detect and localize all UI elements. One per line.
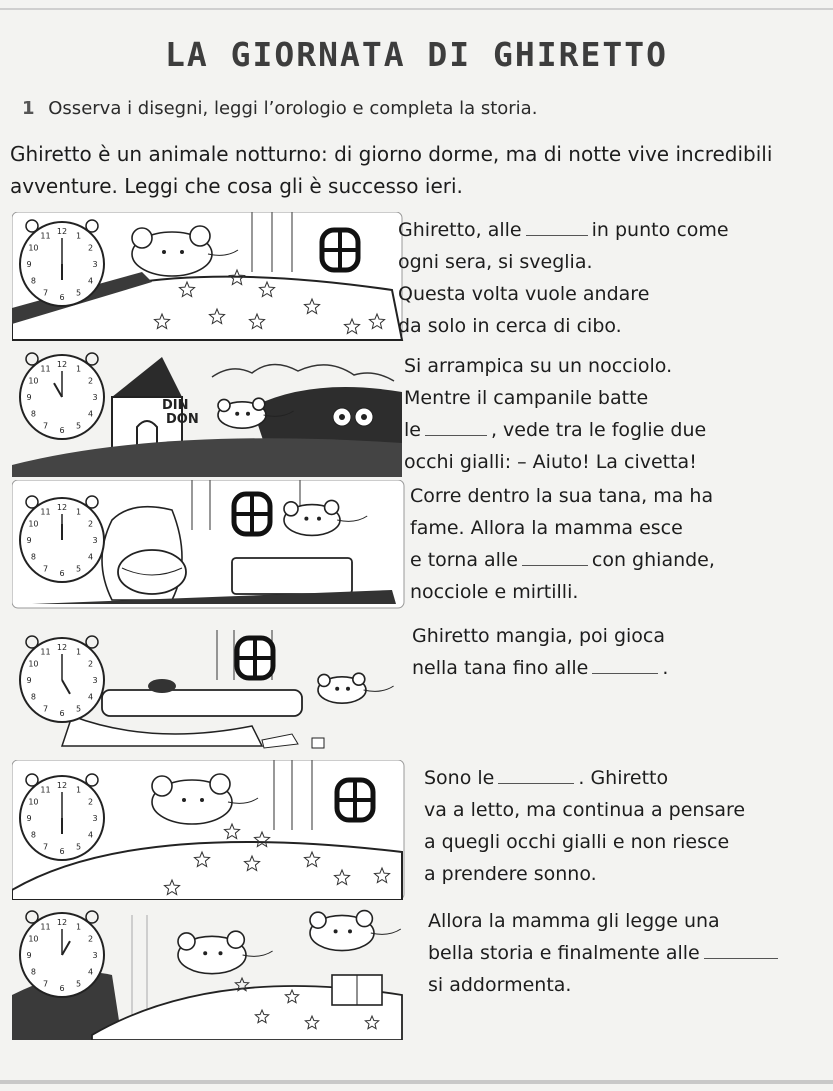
story-line: Allora la mamma gli legge una: [428, 910, 720, 932]
clock-numeral: 10: [28, 376, 39, 386]
clock-numeral: 2: [88, 519, 94, 529]
dormouse-ear: [325, 500, 339, 514]
clock-numeral: 12: [56, 227, 68, 236]
clock-numeral: 4: [88, 692, 94, 702]
tree-branch: [12, 438, 402, 477]
panel-drawing: [12, 620, 412, 755]
dormouse-figure: [178, 931, 273, 974]
clock-numeral: 11: [40, 647, 51, 657]
clock-numeral: 8: [30, 552, 36, 562]
clock-numeral: 10: [28, 659, 39, 669]
story-line: a prendere sonno.: [424, 863, 597, 885]
clock-numeral: 2: [88, 243, 94, 253]
dormouse-eye: [246, 412, 250, 416]
story-text-before-blank: Sono le: [424, 767, 495, 789]
cloud-outline: [212, 364, 394, 381]
dormouse-eye: [200, 798, 204, 802]
clock-numeral: 12: [56, 643, 68, 652]
table: [102, 690, 302, 716]
dormouse-ear: [353, 673, 365, 685]
page-title: LA GIORNATA DI GHIRETTO: [165, 35, 668, 74]
clock-numeral: 3: [92, 814, 98, 823]
clock-numeral: 10: [28, 934, 39, 944]
clock-numeral: 1: [75, 231, 82, 241]
dormouse-eye: [317, 517, 321, 521]
illustration-hazel-tree: [12, 347, 412, 477]
clock-numeral: 8: [30, 276, 36, 286]
story-block-3: [410, 480, 715, 608]
story-line: ogni sera, si sveglia.: [398, 251, 593, 273]
bottom-border-line: [0, 1080, 833, 1084]
story-line: Corre dentro la sua tana, ma ha: [410, 485, 714, 507]
exercise-number: 1: [22, 98, 35, 119]
clock-numeral: 7: [42, 979, 49, 989]
story-line: va a letto, ma continua a pensare: [424, 799, 746, 821]
dormouse-eye: [182, 798, 186, 802]
clock-numeral: 12: [56, 918, 68, 927]
clock-numeral: 11: [40, 785, 51, 795]
clock-icon: [20, 911, 104, 997]
clock-numeral: 8: [30, 409, 36, 419]
dormouse-ear: [318, 674, 330, 686]
dormouse-ear: [178, 933, 195, 950]
clock-numeral: 6: [59, 847, 65, 856]
answer-blank[interactable]: [425, 415, 487, 436]
clock-icon: [20, 774, 104, 860]
clock-numeral: 10: [28, 243, 39, 253]
clock-numeral: 2: [88, 797, 94, 807]
story-line: [424, 762, 745, 794]
top-border-line: [0, 8, 833, 10]
story-text-after-blank: , vede tra le foglie due: [490, 419, 707, 441]
clock-numeral: 2: [88, 934, 94, 944]
clock-numeral: 6: [59, 426, 65, 435]
answer-blank[interactable]: [498, 763, 574, 784]
dormouse-whisker: [371, 929, 401, 934]
dormouse-whisker: [364, 686, 394, 691]
dormouse-eye: [235, 412, 239, 416]
food-basket: [118, 550, 186, 594]
dormouse-eye: [304, 517, 308, 521]
clock-numeral: 5: [75, 421, 82, 431]
story-line: da solo in cerca di cibo.: [398, 315, 622, 337]
dormouse-eye: [180, 250, 184, 254]
clock-numeral: 4: [88, 830, 94, 840]
clock-numeral: 3: [92, 676, 98, 685]
instruction-text: Osserva i disegni, leggi l’orologio e completa la storia.: [48, 98, 538, 119]
clock-numeral: 2: [88, 376, 94, 386]
illustration-playing: [12, 620, 412, 755]
story-text-after-blank: . Ghiretto: [578, 767, 669, 789]
owl-pupil: [361, 414, 367, 420]
dormouse-ear: [190, 226, 210, 246]
story-line: [428, 937, 782, 969]
dormouse-ear: [284, 502, 298, 516]
owl-pupil: [339, 414, 345, 420]
table: [232, 558, 352, 594]
dormouse-ear: [310, 912, 326, 928]
clock-numeral: 3: [92, 260, 98, 269]
story-line: Mentre il campanile batte: [404, 387, 649, 409]
exercise-instruction: [22, 98, 537, 119]
story-line: occhi gialli: – Aiuto! La civetta!: [404, 451, 697, 473]
clock-numeral: 12: [56, 360, 68, 369]
panel-drawing: [12, 760, 412, 900]
clock-numeral: 10: [28, 519, 39, 529]
clock-numeral: 8: [30, 967, 36, 977]
clock-numeral: 11: [40, 231, 51, 241]
story-block-5: [424, 762, 745, 890]
clock-numeral: 8: [30, 830, 36, 840]
dormouse-eye: [334, 929, 338, 933]
story-text-after-blank: in punto come: [591, 219, 729, 241]
clock-numeral: 5: [75, 842, 82, 852]
story-line: fame. Allora la mamma esce: [410, 517, 683, 539]
clock-numeral: 5: [75, 979, 82, 989]
clock-icon: [20, 496, 104, 582]
story-line: si addormenta.: [428, 974, 572, 996]
answer-blank[interactable]: [592, 653, 658, 674]
story-text-before-blank: nella tana fino alle: [412, 657, 589, 679]
story-line: [412, 652, 668, 684]
clock-numeral: 2: [88, 659, 94, 669]
clock-numeral: 11: [40, 507, 51, 517]
dormouse-ear: [152, 776, 172, 796]
clock-numeral: 6: [59, 569, 65, 578]
dormouse-ear: [227, 931, 244, 948]
story-text-before-blank: le: [404, 419, 421, 441]
dormouse-ear: [356, 911, 372, 927]
toy-block: [312, 738, 324, 748]
illustration-bedtime: [12, 760, 412, 900]
church-roof: [112, 357, 182, 397]
clock-numeral: 3: [92, 951, 98, 960]
story-line: [398, 214, 729, 246]
clock-numeral: 10: [28, 797, 39, 807]
answer-blank[interactable]: [704, 938, 778, 959]
clock-numeral: 9: [26, 676, 32, 685]
dormouse-eye: [335, 687, 339, 691]
dormouse-eye: [348, 929, 352, 933]
clock-numeral: 12: [56, 503, 68, 512]
clock-numeral: 5: [75, 288, 82, 298]
story-text-after-blank: con ghiande,: [591, 549, 715, 571]
clock-numeral: 6: [59, 984, 65, 993]
clock-numeral: 9: [26, 951, 32, 960]
story-block-6: [428, 905, 782, 1001]
clock-numeral: 6: [59, 709, 65, 718]
clock-numeral: 6: [59, 293, 65, 302]
bell-sound-don: DON: [166, 412, 199, 427]
clock-numeral: 5: [75, 564, 82, 574]
clock-numeral: 9: [26, 393, 32, 402]
story-text-after-blank: .: [662, 657, 669, 679]
dormouse-ear: [210, 774, 230, 794]
clock-numeral: 9: [26, 536, 32, 545]
dormouse-figure: [318, 673, 394, 703]
answer-blank[interactable]: [522, 545, 588, 566]
food-bowl: [148, 679, 176, 693]
story-block-1: [398, 214, 729, 342]
clock-icon: [20, 636, 104, 722]
story-line: a quegli occhi gialli e non riesce: [424, 831, 730, 853]
story-text-before-blank: Ghiretto, alle: [398, 219, 522, 241]
illustration-wake-up: [12, 212, 412, 342]
dormouse-ear: [132, 228, 152, 248]
clock-numeral: 7: [42, 842, 49, 852]
dormouse-ear: [253, 398, 265, 410]
intro-paragraph: Ghiretto è un animale notturno: di giorno dorme, ma di notte vive incredibili avventure. Leggi che cosa gli è successo ieri.: [10, 142, 773, 198]
story-block-2: [404, 350, 706, 478]
dormouse-eye: [203, 951, 207, 955]
story-line: nocciole e mirtilli.: [410, 581, 579, 603]
dormouse-eye: [346, 687, 350, 691]
clock-numeral: 4: [88, 409, 94, 419]
clock-numeral: 1: [75, 364, 82, 374]
clock-numeral: 1: [75, 507, 82, 517]
panel-drawing: [12, 480, 412, 615]
story-line: Questa volta vuole andare: [398, 283, 650, 305]
clock-numeral: 7: [42, 564, 49, 574]
story-text-before-blank: bella storia e finalmente alle: [428, 942, 700, 964]
clock-numeral: 3: [92, 536, 98, 545]
clock-numeral: 1: [75, 922, 82, 932]
toy-car: [262, 734, 298, 748]
clock-icon: [20, 353, 104, 439]
illustration-story-reading: [12, 905, 412, 1040]
clock-numeral: 7: [42, 704, 49, 714]
clock-numeral: 4: [88, 276, 94, 286]
clock-numeral: 12: [56, 781, 68, 790]
story-line: Ghiretto mangia, poi gioca: [412, 625, 666, 647]
illustration-mother-food: [12, 480, 412, 615]
clock-numeral: 9: [26, 814, 32, 823]
clock-numeral: 4: [88, 967, 94, 977]
dormouse-ear: [218, 399, 230, 411]
clock-numeral: 9: [26, 260, 32, 269]
clock-numeral: 4: [88, 552, 94, 562]
panel-drawing: [12, 347, 412, 477]
story-text-before-blank: e torna alle: [410, 549, 518, 571]
clock-numeral: 11: [40, 364, 51, 374]
answer-blank[interactable]: [526, 215, 588, 236]
dormouse-figure: [310, 911, 401, 951]
clock-numeral: 7: [42, 288, 49, 298]
clock-numeral: 11: [40, 922, 51, 932]
clock-numeral: 1: [75, 785, 82, 795]
bell-sound-din: DIN: [162, 398, 189, 413]
clock-numeral: 3: [92, 393, 98, 402]
panel-drawing: [12, 905, 412, 1040]
panel-drawing: [12, 212, 412, 342]
story-line: [404, 414, 706, 446]
story-line: Si arrampica su un nocciolo.: [404, 355, 673, 377]
clock-icon: [20, 220, 104, 306]
dormouse-eye: [219, 951, 223, 955]
tablecloth: [62, 716, 262, 746]
clock-numeral: 1: [75, 647, 82, 657]
story-line: [410, 544, 715, 576]
dormouse-whisker: [243, 951, 273, 956]
clock-numeral: 8: [30, 692, 36, 702]
dormouse-eye: [162, 250, 166, 254]
story-block-4: [412, 620, 668, 684]
clock-numeral: 5: [75, 704, 82, 714]
clock-numeral: 7: [42, 421, 49, 431]
